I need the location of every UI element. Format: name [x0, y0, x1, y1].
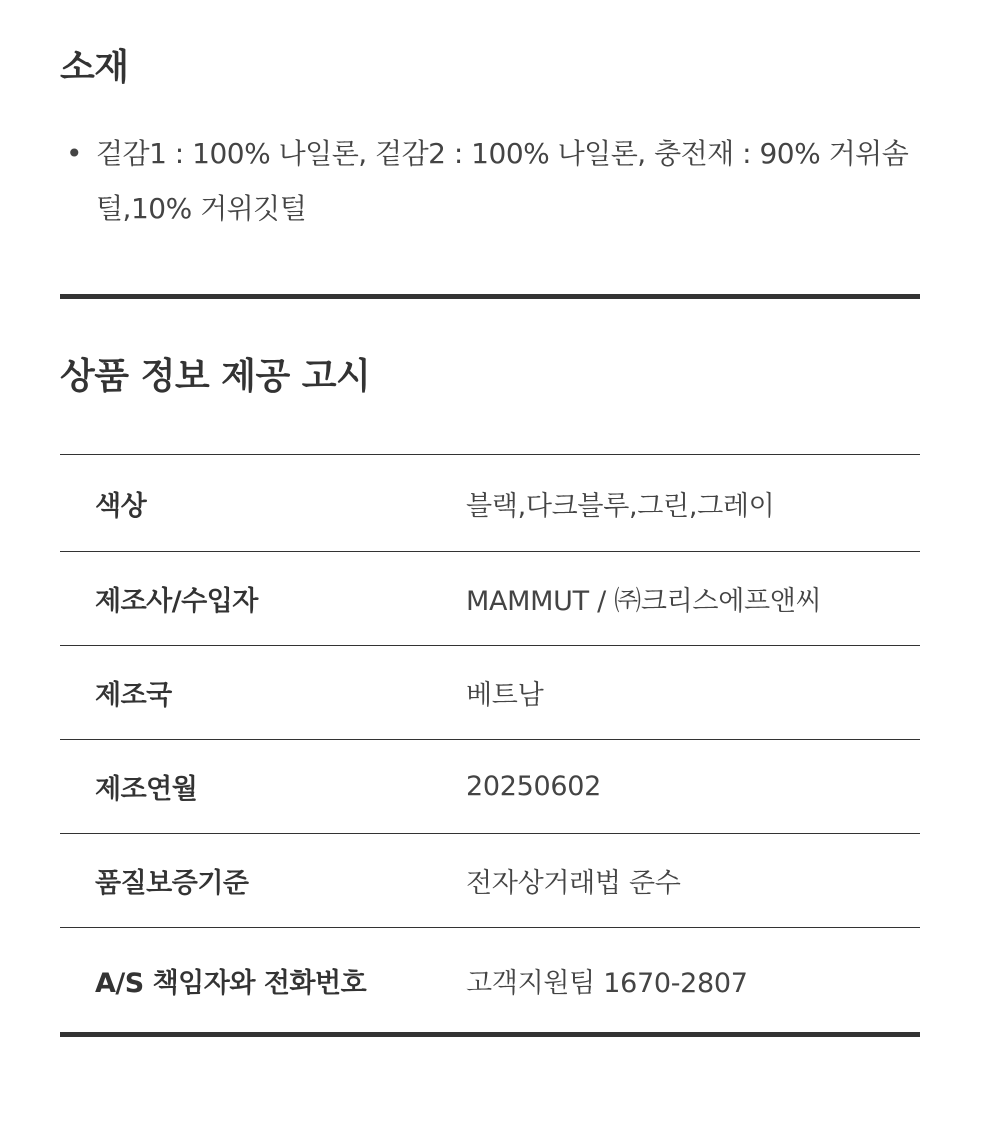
info-row-as-contact: [60, 928, 920, 1037]
info-value: 베트남: [466, 680, 544, 711]
info-row-manufacture-date: [60, 740, 920, 834]
info-row-manufacturer: [60, 552, 920, 646]
material-list-item: [60, 126, 920, 236]
notice-section-title: 상품 정보 제공 고시: [60, 356, 371, 397]
info-label: 품질보증기준: [95, 868, 249, 899]
info-value: 고객지원팀 1670-2807: [466, 967, 748, 999]
material-list: [60, 126, 920, 236]
bullet-icon: •: [66, 137, 83, 170]
product-info-table: [60, 454, 920, 1037]
info-label: 제조연월: [95, 774, 198, 805]
material-section-title: 소재: [60, 47, 129, 88]
info-label: A/S 책임자와 전화번호: [95, 967, 367, 999]
info-value: 블랙,다크블루,그린,그레이: [466, 490, 775, 522]
info-row-quality-standard: [60, 834, 920, 928]
info-label: 색상: [95, 490, 147, 522]
info-value: 20250602: [466, 771, 602, 802]
info-label: 제조사/수입자: [95, 586, 258, 617]
material-text: 겉감1 : 100% 나일론, 겉감2 : 100% 나일론, 충전재 : 90% 거위솜털,10% 거위깃털: [96, 137, 909, 225]
info-row-country: [60, 646, 920, 740]
info-row-color: [60, 455, 920, 552]
info-label: 제조국: [95, 680, 172, 711]
info-value: MAMMUT / ㈜크리스에프앤씨: [466, 586, 822, 617]
info-value: 전자상거래법 준수: [466, 868, 681, 899]
section-divider: [60, 294, 920, 299]
